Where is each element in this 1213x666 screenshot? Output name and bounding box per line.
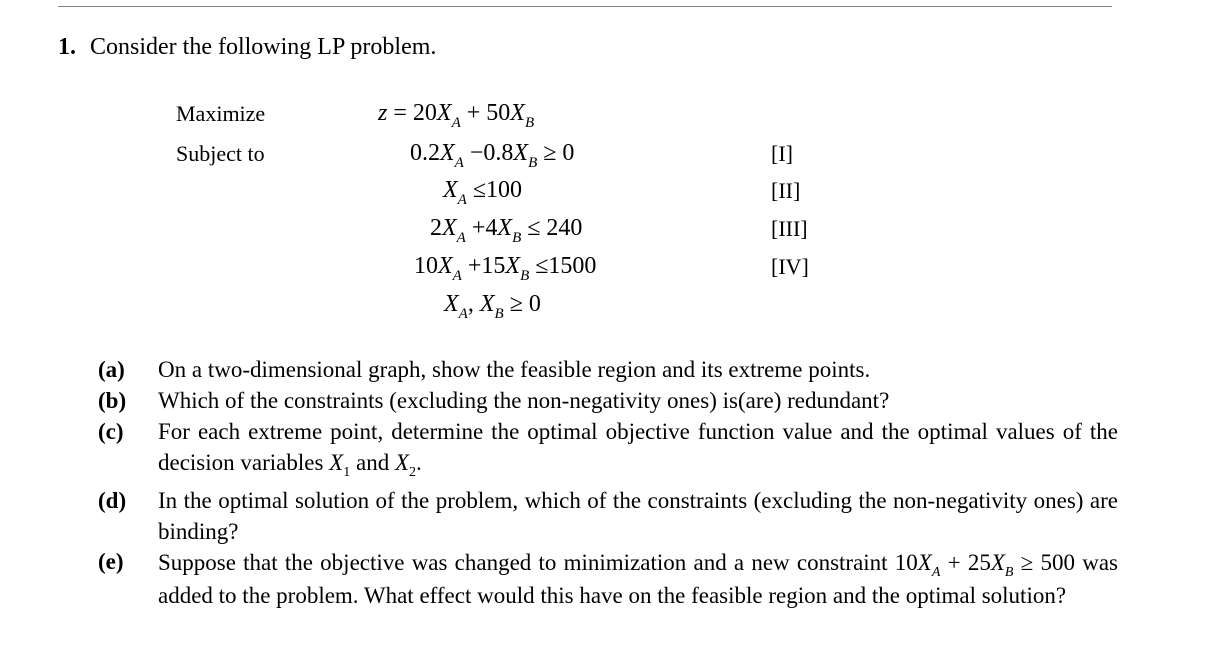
- constraint-tag-iv: [IV]: [771, 254, 809, 279]
- top-rule: [58, 6, 1112, 7]
- constraint-ii: $X_A \le 100$: [443, 177, 523, 208]
- part-text: On a two-dimensional graph, show the feasible region and its extreme points.: [158, 357, 871, 382]
- part-b: [98, 385, 1118, 416]
- part-label: (a): [98, 357, 125, 382]
- non-negativity-constraint: $X_A$, $X_B \ge 0$: [444, 291, 541, 322]
- question-number: 1.: [58, 34, 76, 60]
- part-c: [98, 416, 1118, 478]
- part-a: [98, 354, 1118, 385]
- part-label: (c): [98, 419, 124, 444]
- constraint-tag-i: [I]: [771, 141, 793, 166]
- part-label: (d): [98, 488, 127, 513]
- part-e: [98, 546, 1118, 612]
- part-text: Which of the constraints (excluding the non-negativity ones) is(are) redundant?: [158, 388, 890, 413]
- constraint-tag-ii: [II]: [771, 178, 801, 203]
- constraint-iii: $2X_A +4X_B \le 240$: [430, 215, 583, 246]
- constraint-iv: $10X_A +15X_B \le 1500$: [414, 253, 597, 284]
- maximize-label: Maximize: [176, 101, 266, 126]
- question-intro: Consider the following LP problem.: [90, 34, 437, 60]
- part-text: Suppose that the objective was changed to minimization and a new constraint $10X_A + 25X_B \ge 500$ was added to the problem. What effect would this have on the feasible region and the optimal solution?: [158, 550, 1119, 608]
- part-label: (e): [98, 549, 124, 574]
- part-text: For each extreme point, determine the optimal objective function value and the optimal values of the decision variables $X_1$ and $X_2$.: [158, 419, 1118, 480]
- subject-to-label: Subject to: [176, 141, 265, 166]
- part-label: (b): [98, 388, 127, 413]
- constraint-i: $0.2X_A -0.8X_B \ge 0$: [410, 140, 575, 171]
- part-d: [98, 485, 1118, 547]
- question-heading: [58, 34, 436, 61]
- objective-function: $z = 20X_A + 50X_B$: [378, 100, 535, 131]
- constraint-tag-iii: [III]: [771, 216, 808, 241]
- part-text: In the optimal solution of the problem, which of the constraints (excluding the non-negativity ones) are binding?: [158, 488, 1118, 544]
